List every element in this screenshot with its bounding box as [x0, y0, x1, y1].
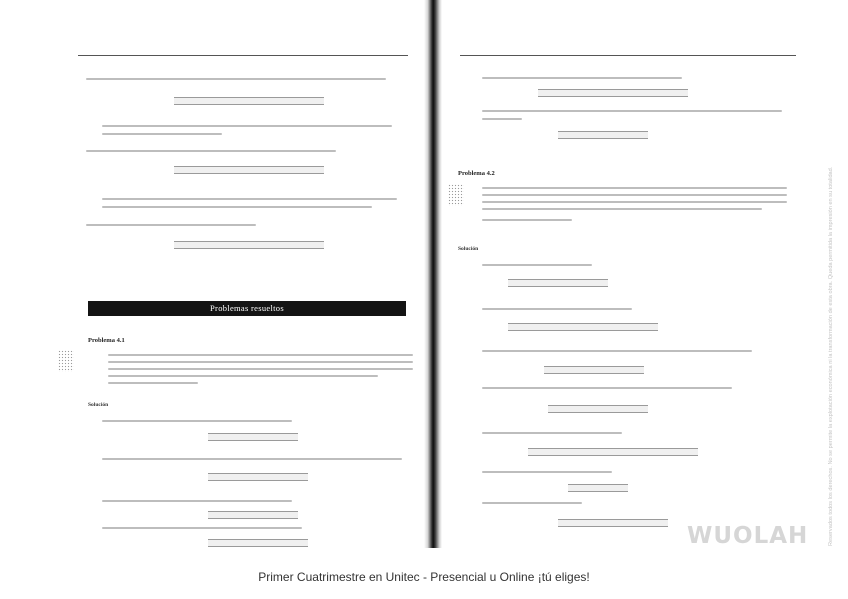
text-line — [482, 201, 787, 203]
text-line — [108, 361, 413, 363]
equation — [208, 508, 328, 522]
copyright-side-note: Reservados todos los derechos. No se permite la explotación económica ni la transformación de esta obra. Queda permitida la impresión en su totalidad. — [828, 166, 834, 546]
dotted-margin-marker-icon — [58, 350, 74, 372]
equation — [528, 445, 728, 459]
text-line — [102, 500, 292, 502]
text-line — [108, 375, 378, 377]
text-line — [482, 77, 682, 79]
problem-title: Problema 4.1 — [88, 337, 125, 344]
right-running-head — [460, 47, 796, 56]
equation — [208, 470, 328, 484]
text-line — [482, 118, 522, 120]
text-line — [482, 264, 592, 266]
text-line — [482, 387, 732, 389]
left-running-head — [78, 47, 408, 56]
text-line — [482, 194, 787, 196]
equation — [558, 128, 698, 142]
right-page — [448, 30, 796, 550]
text-line — [102, 206, 372, 208]
text-line — [482, 208, 762, 210]
problem-title: Problema 4.2 — [458, 170, 495, 177]
text-line — [102, 125, 392, 127]
text-line — [102, 420, 292, 422]
equation — [208, 430, 328, 444]
text-line — [108, 354, 413, 356]
text-line — [482, 110, 782, 112]
text-line — [482, 471, 612, 473]
equation — [508, 320, 688, 334]
solution-label: Solución — [88, 402, 109, 408]
text-line — [482, 219, 572, 221]
text-line — [86, 78, 386, 80]
left-page — [78, 30, 416, 550]
equation — [568, 481, 668, 495]
text-line — [482, 502, 582, 504]
section-heading: Problemas resueltos — [88, 301, 406, 316]
text-line — [108, 382, 198, 384]
dotted-margin-marker-icon — [448, 184, 464, 206]
promo-banner[interactable]: Primer Cuatrimestre en Unitec - Presencial u Online ¡tú eliges! — [258, 570, 590, 584]
book-spine — [424, 0, 442, 548]
text-line — [102, 458, 402, 460]
text-line — [86, 224, 256, 226]
text-line — [482, 187, 787, 189]
equation — [538, 86, 728, 100]
text-line — [102, 527, 302, 529]
equation — [544, 363, 694, 377]
text-line — [482, 350, 752, 352]
equation — [208, 536, 328, 550]
text-line — [482, 308, 632, 310]
solution-label: Solución — [458, 246, 479, 252]
text-line — [108, 368, 413, 370]
watermark-logo: WUOLAH — [687, 523, 809, 549]
equation — [508, 276, 668, 290]
equation — [548, 402, 698, 416]
text-line — [102, 198, 397, 200]
equation — [174, 163, 384, 177]
text-line — [482, 432, 622, 434]
text-line — [86, 150, 336, 152]
equation — [174, 238, 384, 252]
equation — [174, 94, 384, 108]
text-line — [102, 133, 222, 135]
